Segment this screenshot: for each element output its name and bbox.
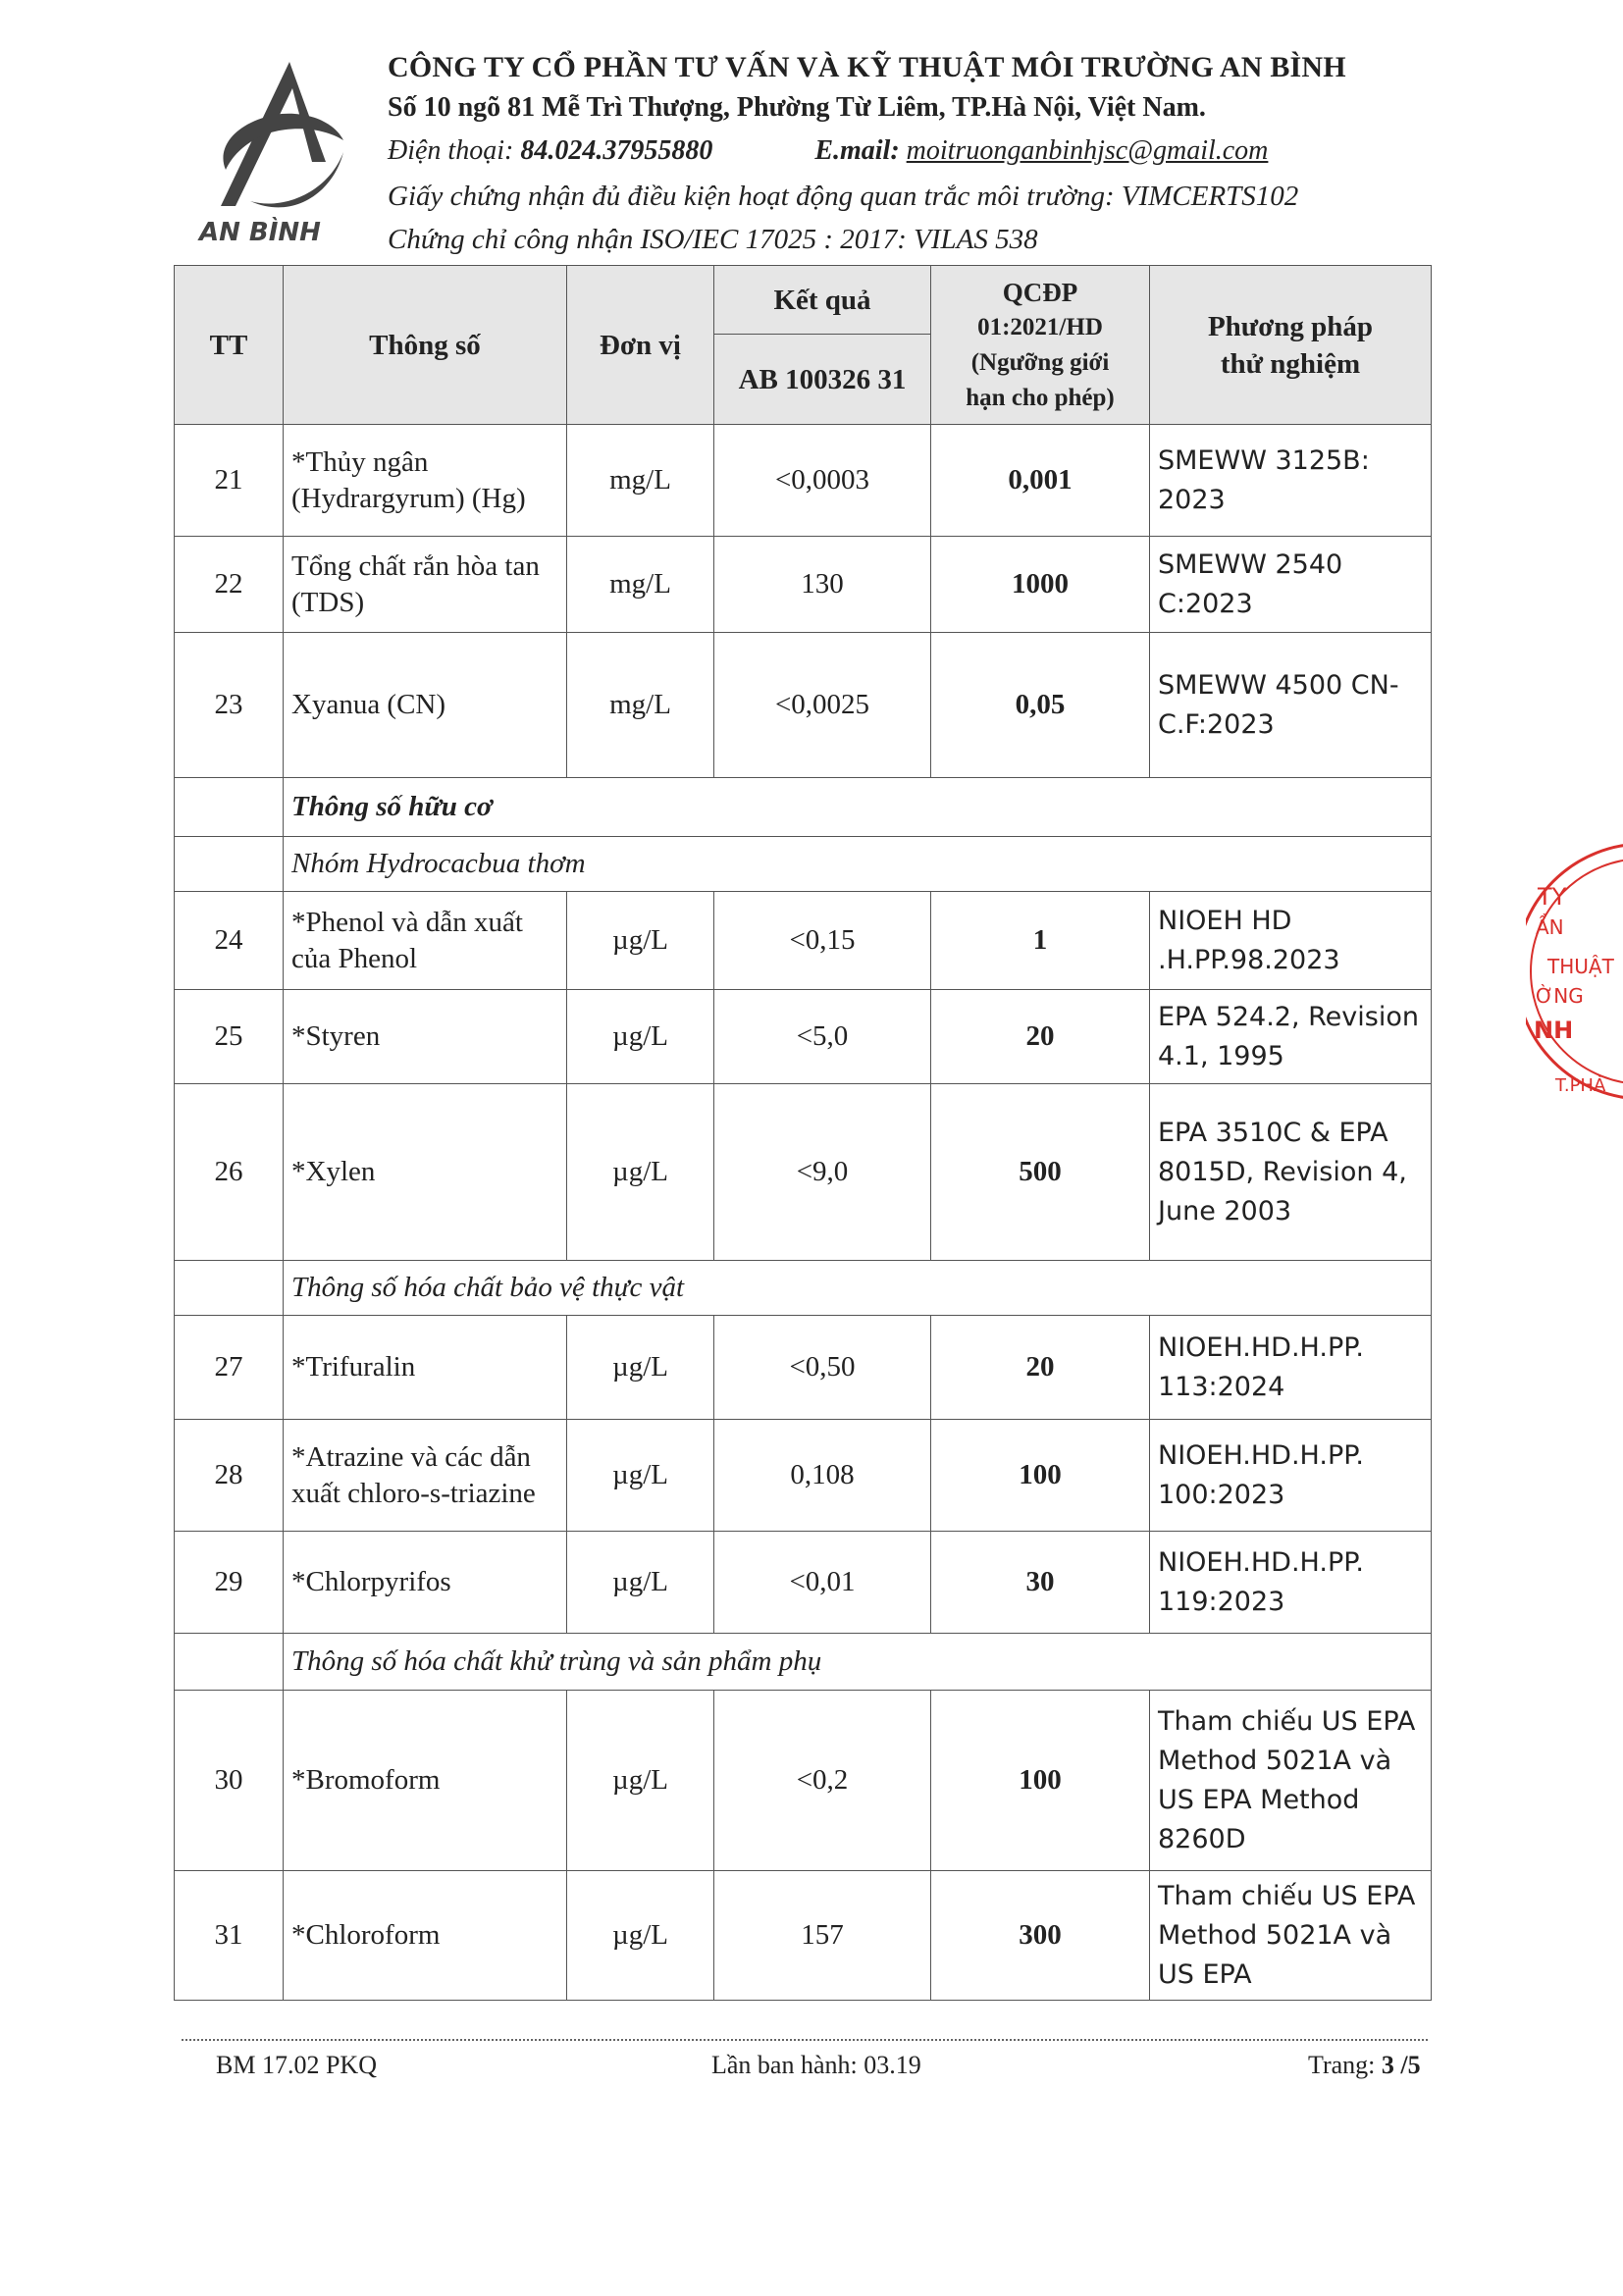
svg-text:ỜNG: ỜNG: [1536, 984, 1584, 1008]
footer-divider: [182, 2039, 1428, 2041]
header-method: Phương pháp thử nghiệm: [1150, 266, 1432, 425]
svg-text:ẦN: ẦN: [1536, 915, 1564, 939]
header-unit: Đơn vị: [567, 266, 714, 425]
header-qcdp: QCĐP 01:2021/HD (Ngưỡng giới hạn cho phép): [931, 266, 1150, 425]
table-row: 27 *Trifuralin µg/L <0,50 20 NIOEH.HD.H.PP. 113:2024: [175, 1316, 1432, 1420]
section-row: Thông số hữu cơ: [175, 778, 1432, 837]
contact-line: [388, 135, 1526, 181]
table-row: 22 Tổng chất rắn hòa tan (TDS) mg/L 130 1000 SMEWW 2540 C:2023: [175, 537, 1432, 633]
phone-label: Điện thoại:: [388, 135, 514, 166]
page-number: Trang: 3 /5: [1308, 2051, 1421, 2079]
header-tt: TT: [175, 266, 284, 425]
red-seal-stamp: [1526, 834, 1623, 1119]
vilas-cert: Chứng chỉ công nhận ISO/IEC 17025 : 2017: VILAS 538: [388, 224, 1038, 255]
table-row: 23 Xyanua (CN) mg/L <0,0025 0,05 SMEWW 4500 CN-C.F:2023: [175, 633, 1432, 778]
header-sample-code: AB 100326 31: [714, 335, 931, 425]
company-name: CÔNG TY CỔ PHẦN TƯ VẤN VÀ KỸ THUẬT MÔI TRƯỜNG AN BÌNH: [388, 51, 1346, 83]
company-address: Số 10 ngõ 81 Mễ Trì Thượng, Phường Từ Liêm, TP.Hà Nội, Việt Nam.: [388, 92, 1206, 123]
table-row: 25 *Styren µg/L <5,0 20 EPA 524.2, Revision 4.1, 1995: [175, 990, 1432, 1084]
results-table: [174, 265, 1432, 2001]
header-result: Kết quả: [714, 266, 931, 335]
table-row: 30 *Bromoform µg/L <0,2 100 Tham chiếu US EPA Method 5021A và US EPA Method 8260D: [175, 1691, 1432, 1871]
group-row: Nhóm Hydrocacbua thơm: [175, 837, 1432, 892]
svg-text:TY: TY: [1538, 883, 1567, 911]
vimcerts-cert: Giấy chứng nhận đủ điều kiện hoạt động quan trắc môi trường: VIMCERTS102: [388, 181, 1299, 212]
table-row: 21 *Thủy ngân (Hydrargyrum) (Hg) mg/L <0,0003 0,001 SMEWW 3125B: 2023: [175, 425, 1432, 537]
svg-text:NH: NH: [1534, 1017, 1574, 1044]
email-label: E.mail:: [814, 135, 900, 166]
letterhead: [388, 51, 1526, 267]
company-logo: [196, 54, 353, 245]
group-row: Thông số hóa chất bảo vệ thực vật: [175, 1261, 1432, 1316]
group-row: Thông số hóa chất khử trùng và sản phẩm phụ: [175, 1634, 1432, 1691]
logo-text: AN BÌNH: [199, 218, 321, 245]
table-row: 26 *Xylen µg/L <9,0 500 EPA 3510C & EPA 8015D, Revision 4, June 2003: [175, 1084, 1432, 1261]
table-row: 29 *Chlorpyrifos µg/L <0,01 30 NIOEH.HD.H.PP. 119:2023: [175, 1532, 1432, 1634]
svg-text:THUẬT: THUẬT: [1547, 955, 1614, 978]
table-row: 31 *Chloroform µg/L 157 300 Tham chiếu US EPA Method 5021A và US EPA: [175, 1871, 1432, 2001]
table-row: 24 *Phenol và dẫn xuất của Phenol µg/L <0,15 1 NIOEH HD .H.PP.98.2023: [175, 892, 1432, 990]
issue-version: Lần ban hành: 03.19: [711, 2051, 921, 2079]
form-code: BM 17.02 PKQ: [216, 2051, 377, 2079]
svg-text:T.PHÀ: T.PHÀ: [1555, 1075, 1606, 1096]
email-link[interactable]: moitruonganbinhjsc@gmail.com: [906, 135, 1269, 166]
header-param: Thông số: [284, 266, 567, 425]
phone-number: 84.024.37955880: [520, 135, 713, 166]
table-row: 28 *Atrazine và các dẫn xuất chloro-s-triazine µg/L 0,108 100 NIOEH.HD.H.PP. 100:2023: [175, 1420, 1432, 1532]
